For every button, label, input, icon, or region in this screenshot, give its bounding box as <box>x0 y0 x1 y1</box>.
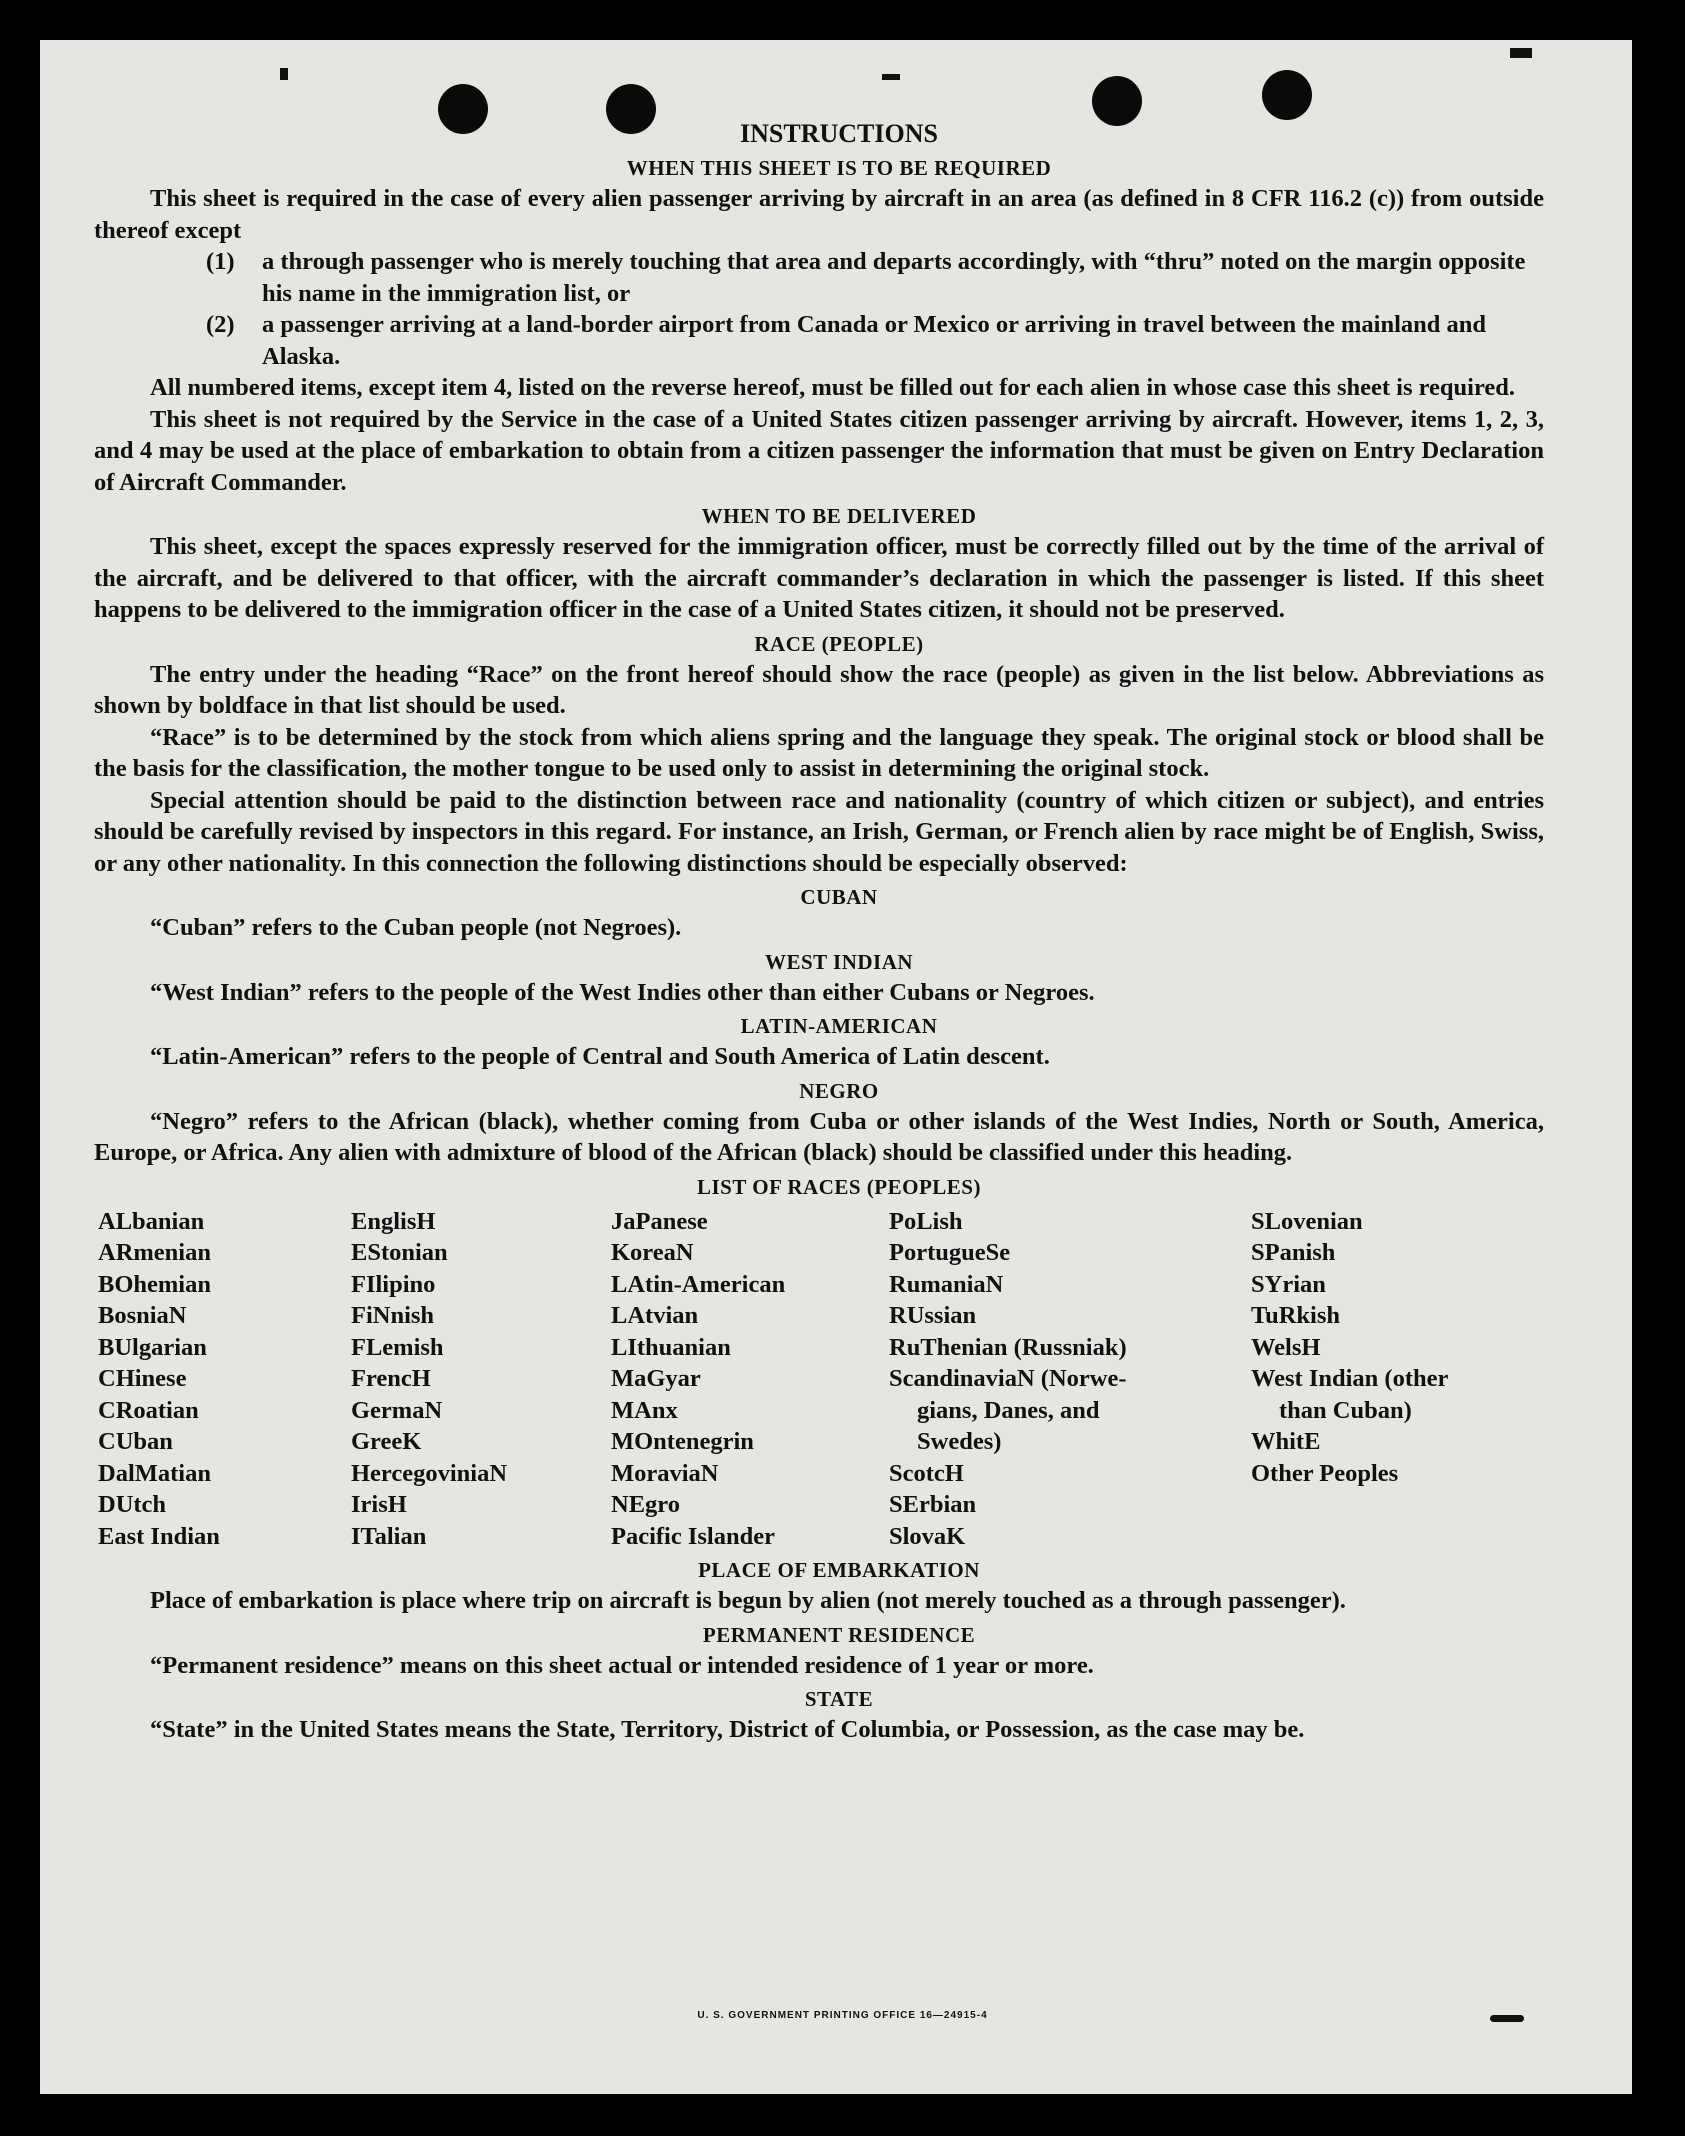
races-column <box>1251 1206 1521 1553</box>
punch-hole <box>1262 70 1312 120</box>
races-column <box>611 1206 889 1553</box>
section-heading: LIST OF RACES (PEOPLES) <box>697 1174 981 1199</box>
race-entry: CRoatian <box>98 1396 199 1424</box>
race-entry: BOhemian <box>98 1270 211 1298</box>
paragraph: “Negro” refers to the African (black), whether coming from Cuba or other islands of the West Indies, North or South, America, Europe, or Africa. Any alien with admixture of blood of the African (black) should be classified under this heading. <box>94 1107 1544 1166</box>
race-entry: ALbanian <box>98 1207 205 1235</box>
race-entry: WhitE <box>1251 1428 1321 1455</box>
section-heading: CUBAN <box>800 885 878 909</box>
race-entry: EStonian <box>351 1239 448 1266</box>
paragraph: Place of embarkation is place where trip on aircraft is begun by alien (not merely touched as a through passenger). <box>150 1587 1346 1614</box>
race-entry: LAtvian <box>611 1302 699 1329</box>
paragraph: The entry under the heading “Race” on the front hereof should show the race (people) as given in the list below. Abbreviations as shown by boldface in that list should be used. <box>94 660 1544 719</box>
race-entry: ScotcH <box>889 1459 964 1487</box>
races-column <box>889 1206 1251 1553</box>
race-entry: CUban <box>98 1428 173 1455</box>
race-entry: RUssian <box>889 1302 977 1329</box>
race-entry: PortugueSe <box>889 1239 1011 1266</box>
race-entry: ARmenian <box>98 1239 211 1266</box>
race-entry: SErbian <box>889 1491 977 1518</box>
race-entry: gians, Danes, and <box>917 1396 1100 1424</box>
race-entry: SlovaK <box>889 1522 966 1550</box>
race-entry: West Indian (other <box>1251 1365 1449 1392</box>
paragraph: This sheet is required in the case of every alien passenger arriving by aircraft in an area (as defined in 8 CFR 116.2 (c)) from outside thereof except <box>94 185 1544 244</box>
race-entry: FiNnish <box>351 1302 435 1329</box>
race-entry: MaGyar <box>611 1365 701 1392</box>
race-entry: FLemish <box>351 1333 444 1361</box>
race-entry: Other Peoples <box>1251 1459 1399 1487</box>
paragraph: “West Indian” refers to the people of the West Indies other than either Cubans or Negroes. <box>150 978 1095 1006</box>
race-entry: East Indian <box>98 1522 220 1550</box>
race-entry: ScandinaviaN (Norwe- <box>889 1365 1127 1392</box>
races-column <box>98 1206 351 1553</box>
race-entry: WelsH <box>1251 1333 1321 1361</box>
numbered-item <box>206 246 1544 309</box>
race-entry: FrencH <box>351 1365 431 1392</box>
section-heading: LATIN-AMERICAN <box>740 1014 938 1038</box>
race-entry: GreeK <box>351 1428 422 1455</box>
race-entry: RumaniaN <box>889 1270 1004 1298</box>
race-entry: TuRkish <box>1251 1302 1341 1329</box>
race-entry: ITalian <box>351 1522 427 1550</box>
race-entry: MAnx <box>611 1396 678 1424</box>
race-entry: BosniaN <box>98 1302 187 1329</box>
paragraph: “State” in the United States means the State, Territory, District of Columbia, or Possession, as the case may be. <box>150 1716 1305 1743</box>
item-number: (1) <box>206 248 235 275</box>
item-text: a passenger arriving at a land-border airport from Canada or Mexico or arriving in travel between the mainland and Alaska. <box>262 311 1487 370</box>
race-entry: RuThenian (Russniak) <box>889 1333 1127 1361</box>
race-entry: SLovenian <box>1251 1207 1363 1235</box>
race-entry: MOntenegrin <box>611 1428 754 1455</box>
race-entry: KoreaN <box>611 1239 694 1266</box>
race-entry: SYrian <box>1251 1270 1326 1298</box>
item-number: (2) <box>206 311 235 338</box>
section-heading: WHEN THIS SHEET IS TO BE REQUIRED <box>626 156 1052 180</box>
paragraph: “Race” is to be determined by the stock from which aliens spring and the language they speak. The original stock or blood shall be the basis for the classification, the mother tongue to be used only to assist in determining the original stock. <box>94 723 1544 782</box>
race-entry: MoraviaN <box>611 1459 719 1487</box>
race-entry: LIthuanian <box>611 1333 731 1361</box>
paragraph: This sheet, except the spaces expressly reserved for the immigration officer, must be correctly filled out by the time of the arrival of the aircraft, and be delivered to that officer, with the aircraft commander’s declaration in which the passenger is listed. If this sheet happens to be delivered to the immigration officer in the case of a United States citizen, it should not be preserved. <box>94 533 1544 623</box>
race-entry: EnglisH <box>351 1207 436 1235</box>
paragraph: “Cuban” refers to the Cuban people (not Negroes). <box>150 914 682 941</box>
race-entry: IrisH <box>351 1491 407 1518</box>
section-heading: STATE <box>804 1687 874 1711</box>
race-entry: CHinese <box>98 1365 187 1392</box>
race-entry: BUlgarian <box>98 1333 207 1361</box>
paragraph: All numbered items, except item 4, listed on the reverse hereof, must be filled out for each alien in whose case this sheet is required. <box>150 374 1516 401</box>
section-heading: NEGRO <box>799 1078 879 1103</box>
race-entry: Swedes) <box>917 1428 1002 1455</box>
ink-speck <box>280 68 288 80</box>
race-entry: GermaN <box>351 1396 443 1424</box>
instructions-body <box>94 118 1544 1746</box>
race-entry: NEgro <box>611 1491 680 1518</box>
paragraph: “Permanent residence” means on this sheet actual or intended residence of 1 year or more. <box>150 1651 1094 1679</box>
race-entry: FIlipino <box>351 1270 436 1298</box>
item-text: a through passenger who is merely touching that area and departs accordingly, with “thru” noted on the margin opposite his name in the immigration list, or <box>262 248 1526 307</box>
section-heading: WEST INDIAN <box>764 949 914 974</box>
printer-imprint: U. S. GOVERNMENT PRINTING OFFICE 16—24915-4 <box>697 2010 988 2021</box>
section-heading: RACE (PEOPLE) <box>754 631 924 656</box>
paragraph: Special attention should be paid to the distinction between race and nationality (country of which citizen or subject), and entries should be carefully revised by inspectors in this regard. For instance, an Irish, German, or French alien by race might be of English, Swiss, or any other nationality. In this connection the following distinctions should be especially observed: <box>94 786 1544 877</box>
ink-speck <box>882 74 900 80</box>
paragraph: This sheet is not required by the Service in the case of a United States citizen passenger arriving by aircraft. However, items 1, 2, 3, and 4 may be used at the place of embarkation to obtain from a citizen passenger the information that must be given on Entry Declaration of Aircraft Commander. <box>94 405 1544 496</box>
paragraph: “Latin-American” refers to the people of Central and South America of Latin descent. <box>150 1043 1050 1070</box>
race-entry: DalMatian <box>98 1459 211 1487</box>
race-entry: DUtch <box>98 1491 167 1518</box>
race-entry: SPanish <box>1251 1239 1336 1266</box>
page-title: INSTRUCTIONS <box>740 119 938 148</box>
ink-speck <box>1510 48 1532 58</box>
race-entry: PoLish <box>889 1207 963 1235</box>
section-heading: PLACE OF EMBARKATION <box>698 1558 980 1582</box>
race-entry: HercegoviniaN <box>351 1459 508 1487</box>
race-entry: Pacific Islander <box>611 1522 775 1550</box>
numbered-item <box>206 309 1544 372</box>
race-entry: than Cuban) <box>1279 1396 1412 1424</box>
race-entry: LAtin-American <box>611 1270 786 1298</box>
races-list <box>98 1206 1544 1553</box>
race-entry: JaPanese <box>611 1207 708 1235</box>
races-column <box>351 1206 611 1553</box>
section-heading: PERMANENT RESIDENCE <box>702 1622 976 1647</box>
section-heading: WHEN TO BE DELIVERED <box>701 504 977 528</box>
